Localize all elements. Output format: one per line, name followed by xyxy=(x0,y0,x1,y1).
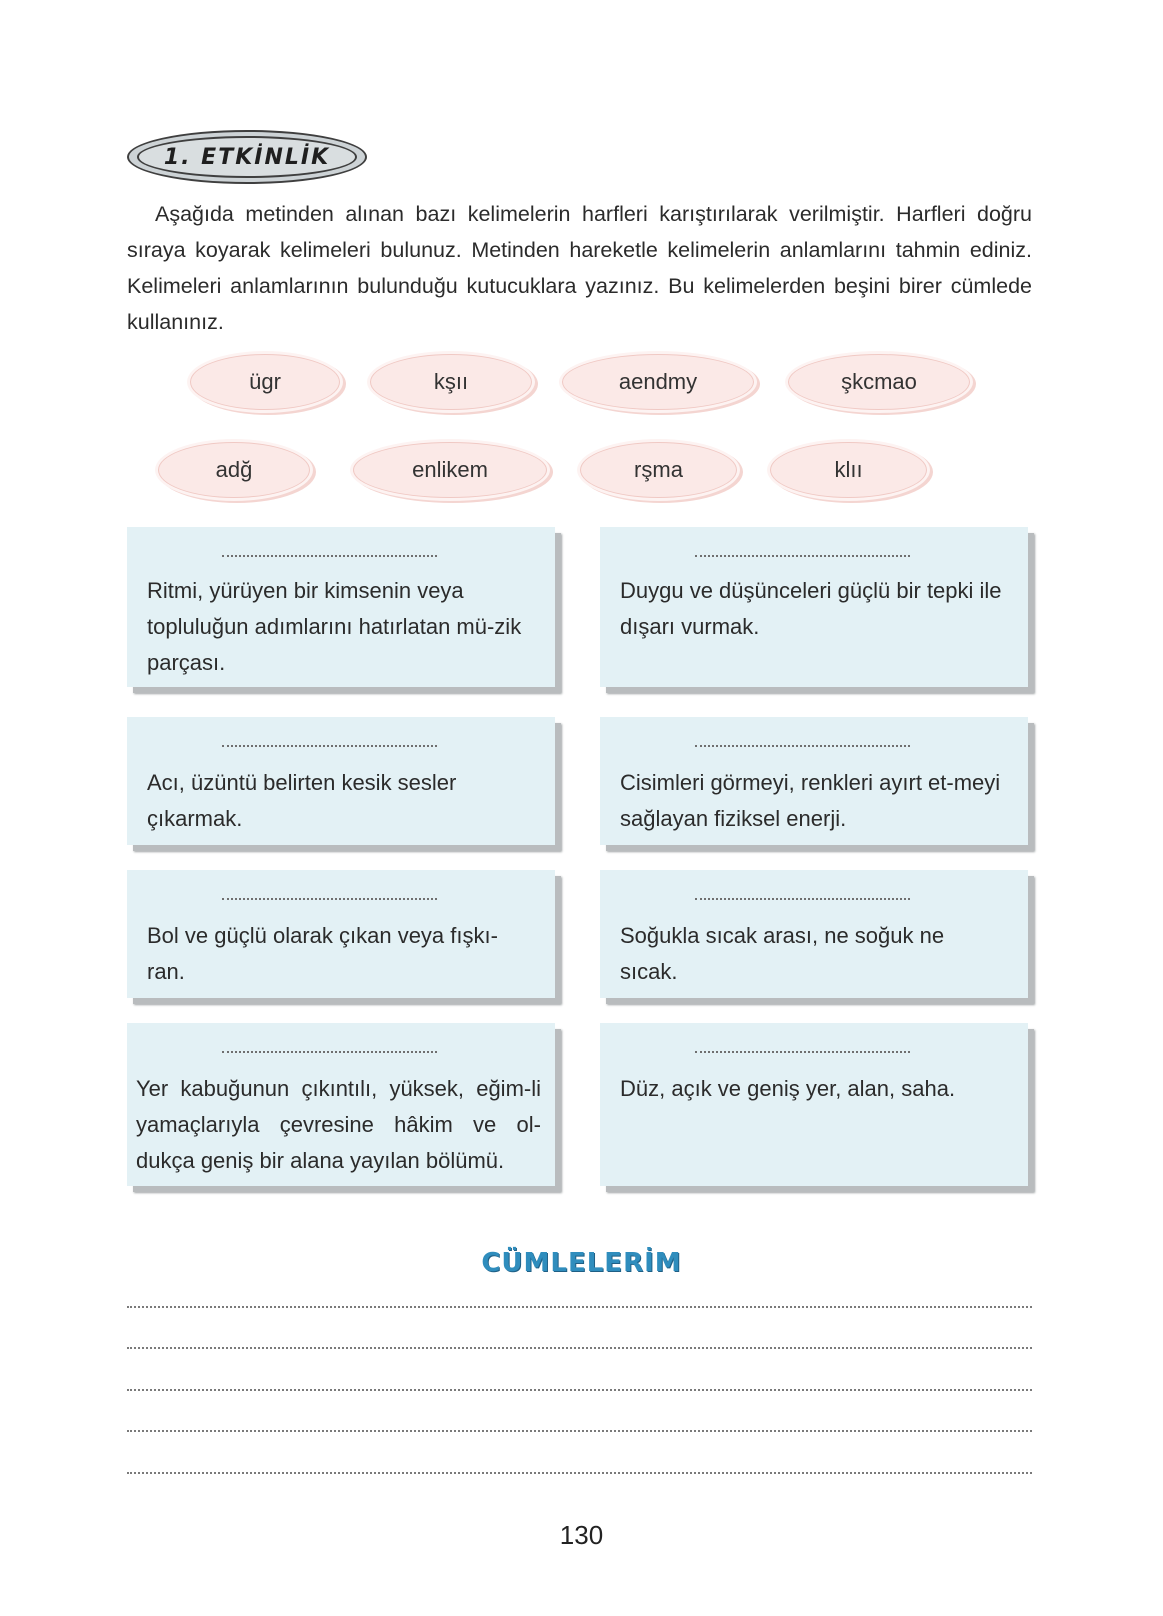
scrambled-word-3: aendmy xyxy=(562,354,754,410)
definition-card-2 xyxy=(600,527,1028,687)
scrambled-word-4: şkcmao xyxy=(788,354,970,410)
instructions-text: Aşağıda metinden alınan bazı kelimelerin harfleri karıştırılarak verilmiştir. Harfleri doğru sıraya koyarak kelimeleri bulunuz. Metinden hareketle kelimelerin anlamlarını tahmin ediniz. Kelimeleri anlamlarının bulunduğu kutucuklara yazınız. Bu kelimelerden beşini birer cümlede kullanınız. xyxy=(127,202,1032,334)
writing-line-3[interactable] xyxy=(127,1389,1032,1391)
answer-blank[interactable] xyxy=(695,1051,910,1053)
activity-badge xyxy=(127,130,367,184)
writing-line-5[interactable] xyxy=(127,1472,1032,1474)
answer-blank[interactable] xyxy=(222,1051,437,1053)
answer-blank[interactable] xyxy=(222,745,437,747)
scrambled-word-6: enlikem xyxy=(353,442,547,498)
scrambled-word-5: adğ xyxy=(158,442,310,498)
definition-card-3 xyxy=(127,717,555,845)
writing-line-2[interactable] xyxy=(127,1347,1032,1349)
badge-inner-ring xyxy=(137,136,357,178)
scrambled-word-2: kşıı xyxy=(370,354,532,410)
definition-text: Bol ve güçlü olarak çıkan veya fışkı-ran. xyxy=(147,923,498,984)
answer-blank[interactable] xyxy=(695,555,910,557)
answer-blank[interactable] xyxy=(695,898,910,900)
definition-text: Yer kabuğunun çıkıntılı, yüksek, eğim-li yamaçlarıyla çevresine hâkim ve ol-dukça geniş bir alana yayılan bölümü. xyxy=(136,1076,541,1173)
scrambled-word-8: klıı xyxy=(770,442,927,498)
definition-text: Acı, üzüntü belirten kesik sesler çıkarmak. xyxy=(147,770,457,831)
definition-card-1 xyxy=(127,527,555,687)
writing-line-1[interactable] xyxy=(127,1306,1032,1308)
definition-card-8 xyxy=(600,1023,1028,1186)
definition-text: Düz, açık ve geniş yer, alan, saha. xyxy=(620,1076,956,1101)
definition-text: Ritmi, yürüyen bir kimsenin veya topluluğun adımlarını hatırlatan mü-zik parçası. xyxy=(147,578,522,675)
definition-text: Cisimleri görmeyi, renkleri ayırt et-meyi sağlayan fiziksel enerji. xyxy=(620,770,1001,831)
scrambled-word-7: rşma xyxy=(580,442,737,498)
answer-blank[interactable] xyxy=(695,745,910,747)
definition-card-5 xyxy=(127,870,555,998)
definition-card-4 xyxy=(600,717,1028,845)
answer-blank[interactable] xyxy=(222,898,437,900)
definition-text: Soğukla sıcak arası, ne soğuk ne sıcak. xyxy=(620,923,945,984)
definition-card-7 xyxy=(127,1023,555,1186)
answer-blank[interactable] xyxy=(222,555,437,557)
definition-card-6 xyxy=(600,870,1028,998)
definition-text: Duygu ve düşünceleri güçlü bir tepki ile dışarı vurmak. xyxy=(620,578,1002,639)
sentences-heading: CÜMLELERİM xyxy=(481,1248,682,1278)
writing-line-4[interactable] xyxy=(127,1430,1032,1432)
instructions-paragraph xyxy=(127,196,1032,340)
activity-title: 1. ETKİNLİK xyxy=(163,144,331,170)
page-number: 130 xyxy=(559,1520,604,1550)
scrambled-word-1: ügr xyxy=(190,354,340,410)
